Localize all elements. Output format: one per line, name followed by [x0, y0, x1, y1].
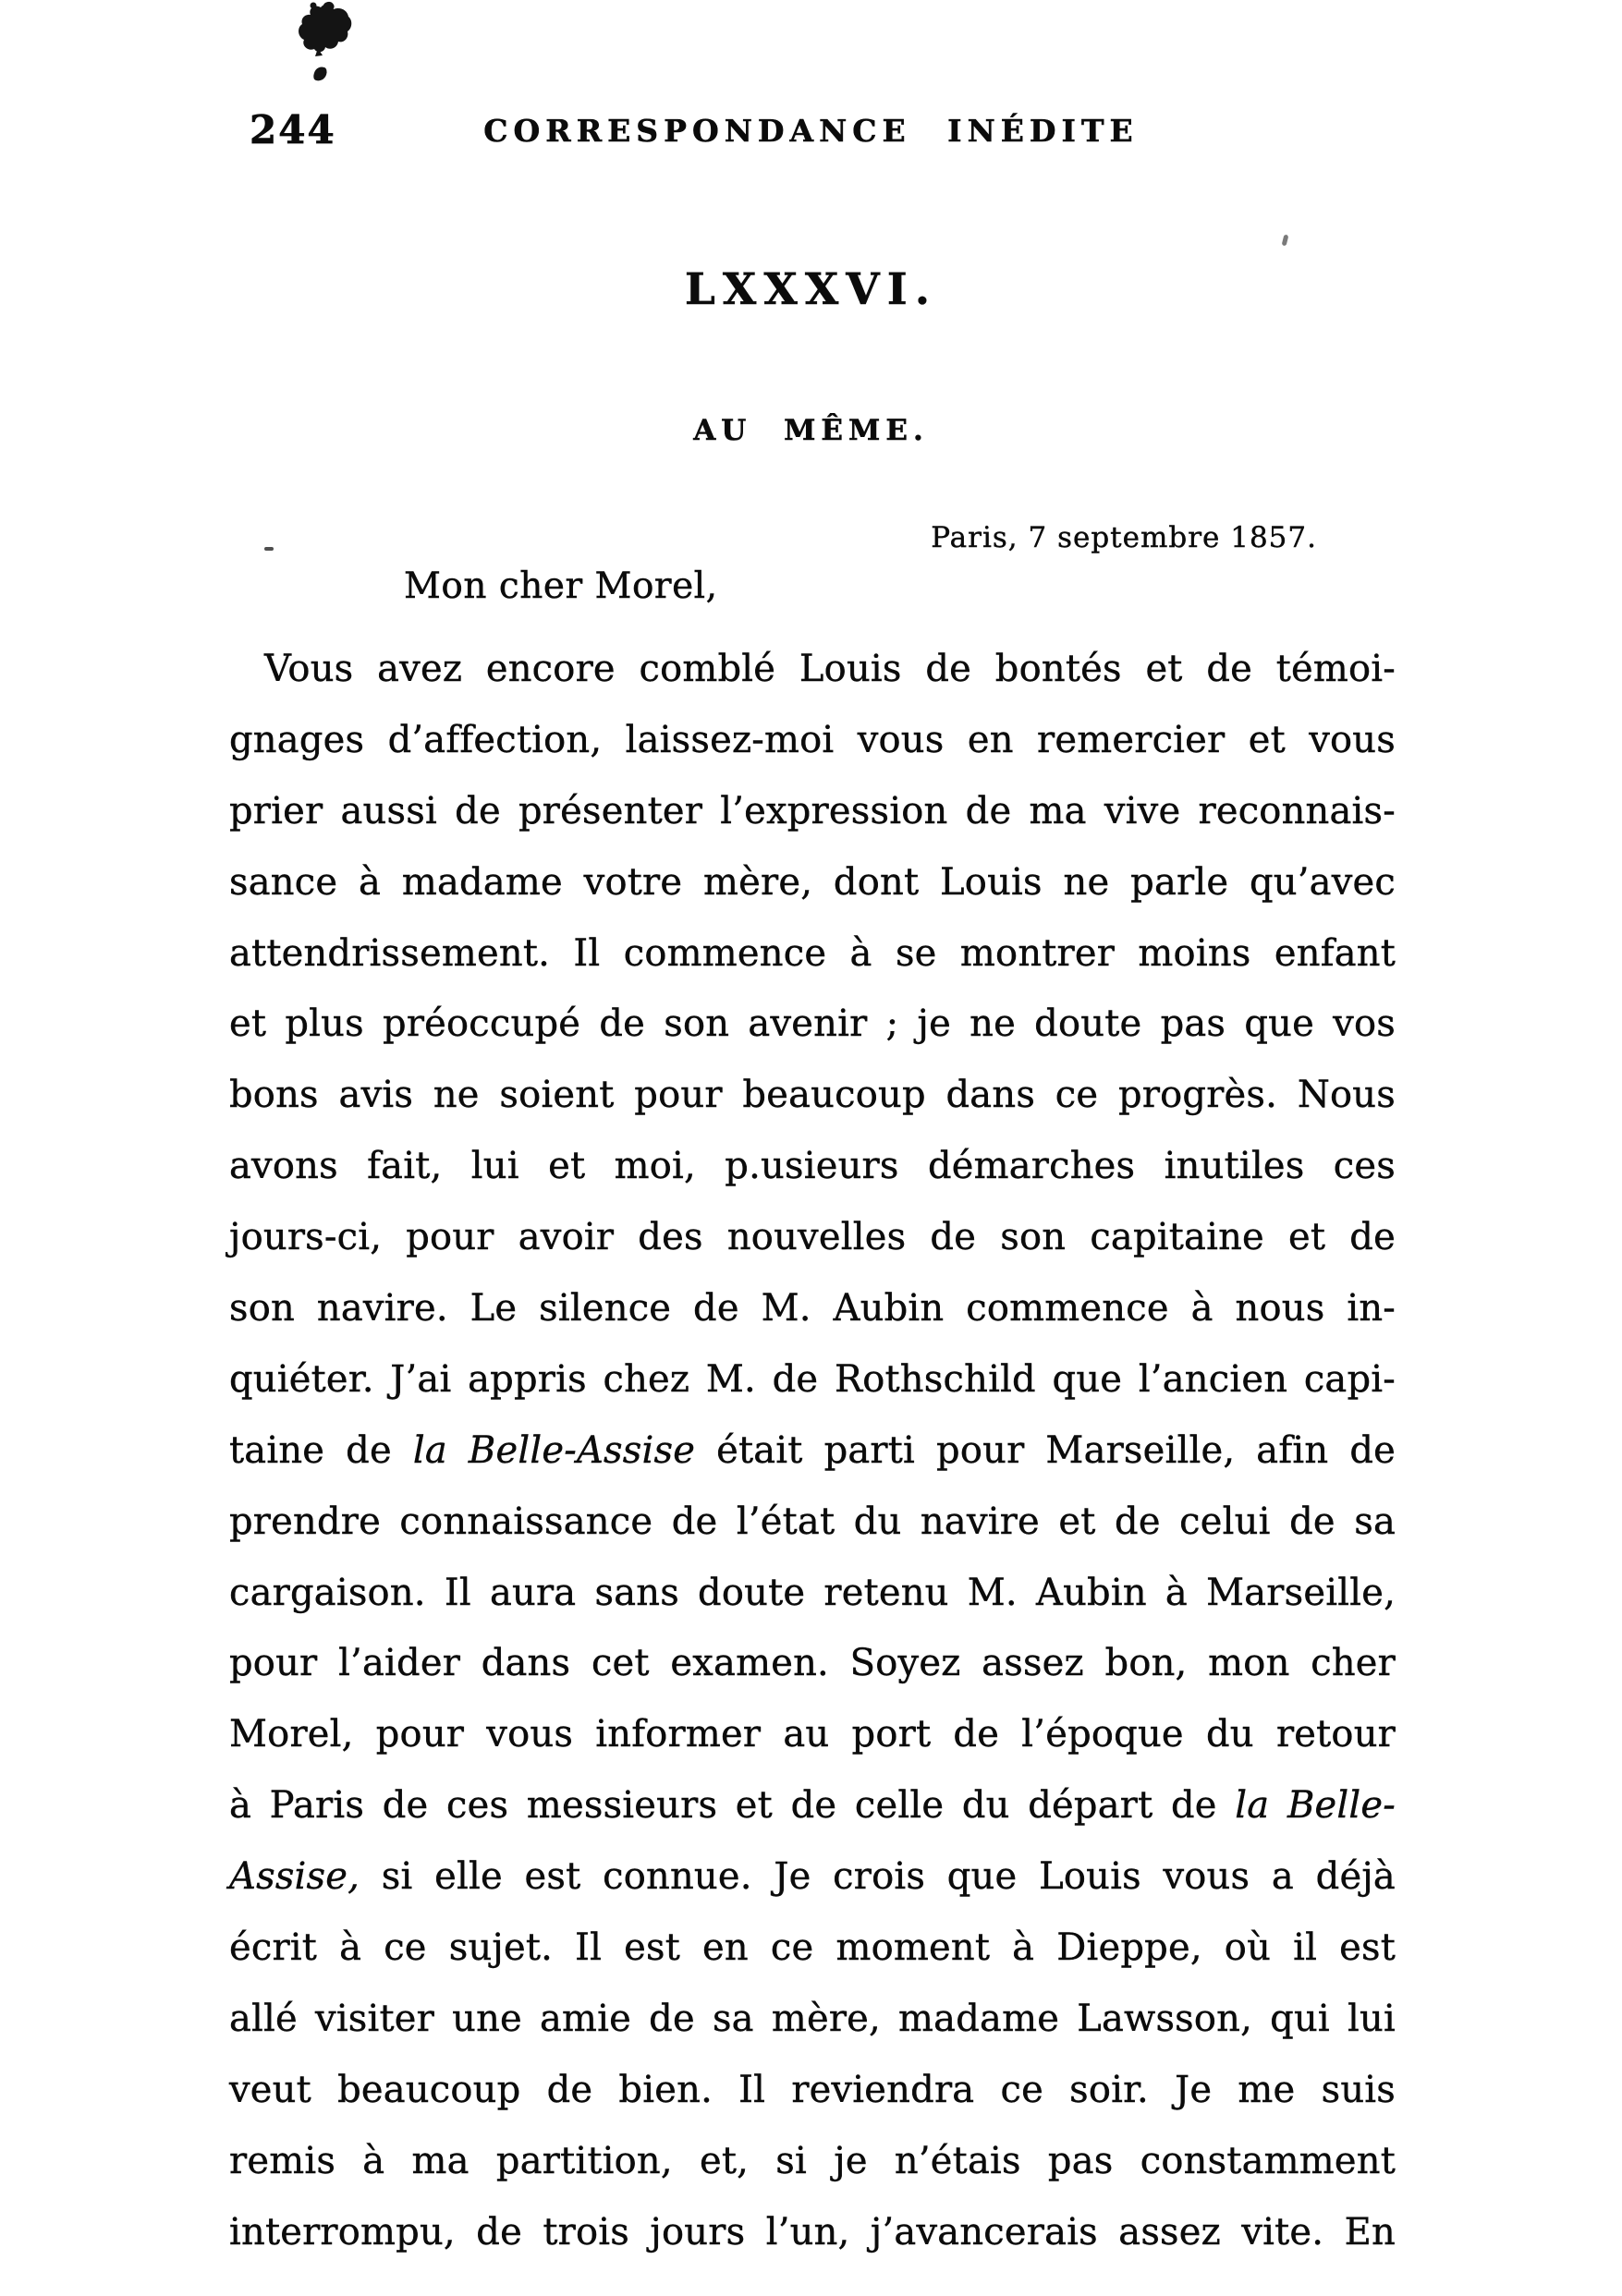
body-line: [229, 1202, 1396, 1273]
body-text: écrit à ce sujet. Il est en ce moment à Dieppe, où il est: [229, 1926, 1396, 1970]
body-text: interrompu, de trois jours l’un, j’avancerais assez vite. En: [229, 2210, 1396, 2253]
body-text: attendrissement. Il commence à se montrer moins enfant: [229, 931, 1396, 975]
body-text: cargaison. Il aura sans doute retenu M. Aubin à Marseille,: [229, 1571, 1396, 1614]
section-heading: LXXXVI.: [684, 264, 938, 315]
body-text: bons avis ne soient pour beaucoup dans ce progrès. Nous: [229, 1074, 1396, 1117]
body-line: [229, 989, 1396, 1060]
body-text: Vous avez encore comblé Louis de bontés et de témoi-: [264, 648, 1396, 690]
scan-speck-icon: [1282, 235, 1289, 247]
body-line: [229, 1415, 1396, 1487]
body-line: [229, 2197, 1396, 2268]
body-line: [229, 1487, 1396, 1558]
body-line: [229, 918, 1396, 990]
body-text: son navire. Le silence de M. Aubin commence à nous in-: [229, 1287, 1396, 1330]
body-line: [229, 1628, 1396, 1699]
running-title: CORRESPONDANCE INÉDITE: [483, 113, 1139, 149]
body-text: à Paris de ces messieurs et de celle du départ de: [229, 1784, 1236, 1828]
body-line: [229, 1344, 1396, 1415]
body-line: [229, 1060, 1396, 1131]
body-text: sance à madame votre mère, dont Louis ne parle qu’avec: [229, 860, 1396, 904]
body-line: [229, 1273, 1396, 1344]
body-line: [229, 1558, 1396, 1629]
body-line: [229, 1699, 1396, 1770]
body-text: pour l’aider dans cet examen. Soyez assez bon, mon cher: [229, 1642, 1396, 1685]
ink-drip-icon: [312, 65, 328, 82]
body-line: [229, 776, 1396, 847]
scan-speck-icon: [264, 547, 274, 551]
ship-name-italic: Assise,: [229, 1855, 360, 1899]
body-line: [229, 2126, 1396, 2197]
body-line: [229, 847, 1396, 918]
body-text: jours-ci, pour avoir des nouvelles de son capitaine et de: [229, 1216, 1396, 1259]
body-text: gnages d’affection, laissez-moi vous en remercier et vous: [229, 718, 1396, 761]
addressee-heading: AU MÊME.: [693, 414, 929, 447]
body-line: [229, 1913, 1396, 1984]
body-text: si elle est connue. Je crois que Louis vous a déjà: [360, 1855, 1396, 1899]
body-text: était parti pour Marseille, afin de: [695, 1428, 1396, 1472]
ship-name-italic: la Belle-Assise: [412, 1428, 696, 1472]
body-line: [229, 1131, 1396, 1202]
body-line: [229, 705, 1396, 776]
body-text: quiéter. J’ai appris chez M. de Rothschild que l’ancien capi-: [229, 1357, 1396, 1401]
body-text: taine de: [229, 1428, 413, 1472]
ink-blot-icon: [285, 0, 359, 57]
page-number: 244: [250, 107, 336, 152]
letter-body: [229, 634, 1396, 2267]
dateline: Paris, 7 septembre 1857.: [931, 521, 1317, 554]
body-line: [229, 1770, 1396, 1841]
body-text: prendre connaissance de l’état du navire et de celui de sa: [229, 1500, 1396, 1543]
body-text: remis à ma partition, et, si je n’étais pas constamment: [229, 2139, 1396, 2182]
salutation: Mon cher Morel,: [404, 565, 718, 607]
body-line: [229, 1841, 1396, 1913]
body-text: Morel, pour vous informer au port de l’époque du retour: [229, 1713, 1396, 1756]
body-line: [229, 634, 1396, 705]
body-text: et plus préoccupé de son avenir ; je ne doute pas que vos: [229, 1002, 1396, 1046]
body-text: prier aussi de présenter l’expression de ma vive reconnais-: [229, 789, 1396, 832]
body-line: [229, 2055, 1396, 2126]
body-line: [229, 1984, 1396, 2055]
body-text: allé visiter une amie de sa mère, madame Lawsson, qui lui: [229, 1997, 1396, 2040]
body-text: veut beaucoup de bien. Il reviendra ce soir. Je me suis: [229, 2068, 1396, 2111]
ship-name-italic: la Belle-: [1235, 1784, 1396, 1828]
body-text: avons fait, lui et moi, p.usieurs démarches inutiles ces: [229, 1145, 1396, 1188]
